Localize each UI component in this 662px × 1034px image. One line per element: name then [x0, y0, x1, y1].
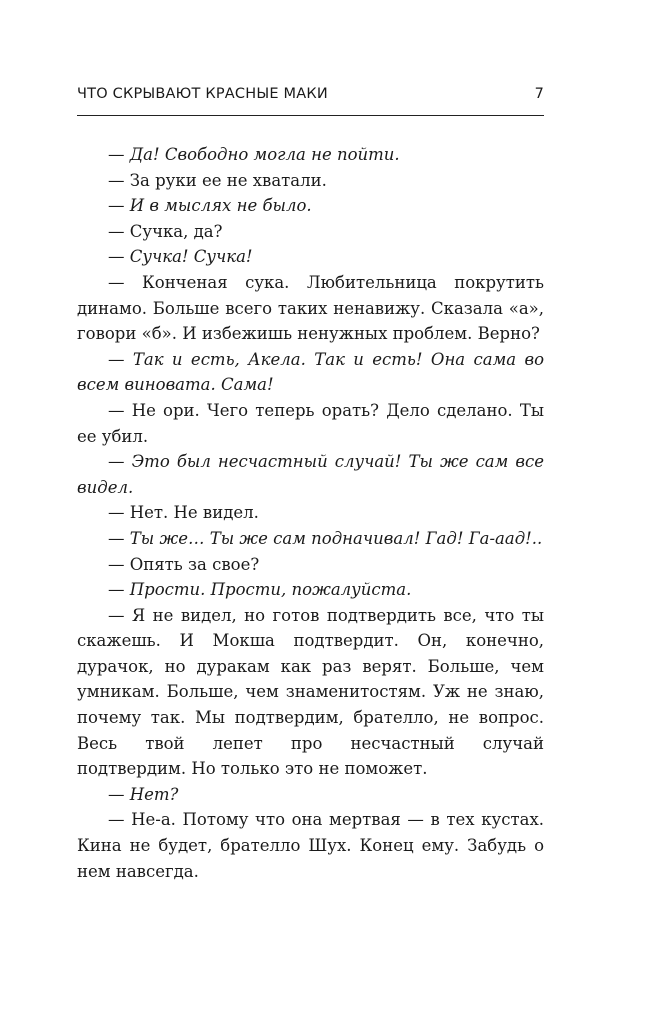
paragraph: — Не ори. Чего теперь орать? Дело сделано. Ты ее убил.	[77, 400, 544, 446]
paragraph-text: Нет?	[129, 784, 179, 804]
paragraph: — Это был несчастный случай! Ты же сам все видел.	[77, 452, 544, 497]
running-title: ЧТО СКРЫВАЮТ КРАСНЫЕ МАКИ	[77, 86, 328, 102]
paragraph: — Прости. Прости, пожалуйста.	[108, 580, 412, 600]
paragraph-text: И в мыслях не было.	[129, 196, 312, 216]
paragraph: — И в мыслях не было.	[108, 196, 312, 216]
paragraph-text: Я не видел, но готов подтвердить все, что ты скажешь. И Мокша подтвердит. Он, конечно, дурачок, но дуракам как раз верят. Больше, чем умникам. Больше, чем знаменитостям. Уж не знаю, почему так. Мы подтвердим, брателло, не вопрос. Весь твой лепет про несчастный случай подтвердим. Но только это не поможет.	[77, 605, 544, 779]
page-number: 7	[534, 86, 544, 102]
text-body	[77, 142, 544, 884]
running-header	[77, 86, 544, 102]
paragraph: — Нет?	[108, 784, 179, 804]
paragraph-text: Ты же… Ты же сам подначивал! Гад! Га-аад!..	[129, 528, 543, 548]
paragraph: — Конченая сука. Любительница покрутить динамо. Больше всего таких ненавижу. Сказала «а», говори «б». И избежишь ненужных проблем. Верно?	[77, 272, 544, 344]
header-rule	[77, 115, 544, 116]
paragraph: — Я не видел, но готов подтвердить все, что ты скажешь. И Мокша подтвердит. Он, конечно, дурачок, но дуракам как раз верят. Больше, чем умникам. Больше, чем знаменитостям. Уж не знаю, почему так. Мы подтвердим, брателло, не вопрос. Весь твой лепет про несчастный случай подтвердим. Но только это не поможет.	[77, 605, 544, 779]
paragraph-text: Это был несчастный случай! Ты же сам все видел.	[77, 452, 544, 497]
paragraph-text: Сучка, да?	[129, 221, 223, 241]
paragraph-text: Не ори. Чего теперь орать? Дело сделано. Ты ее убил.	[77, 400, 544, 446]
paragraph-text: Не-а. Потому что она мертвая — в тех кустах. Кина не будет, брателло Шух. Конец ему. Забудь о нем навсегда.	[77, 810, 544, 881]
paragraph-text: Сучка! Сучка!	[129, 247, 253, 267]
paragraph: — Опять за свое?	[108, 554, 260, 574]
paragraph: — Ты же… Ты же сам подначивал! Гад! Га-аад!..	[108, 528, 543, 548]
paragraph-text: Конченая сука. Любительница покрутить динамо. Больше всего таких ненавижу. Сказала «а», говори «б». И избежишь ненужных проблем. Верно?	[77, 272, 544, 344]
paragraph-text: Нет. Не видел.	[129, 503, 259, 523]
paragraph-text: Так и есть, Акела. Так и есть! Она сама во всем виновата. Сама!	[77, 349, 545, 395]
paragraph-text: Да! Свободно могла не пойти.	[129, 145, 400, 164]
paragraph: — Нет. Не видел.	[108, 503, 259, 523]
paragraph: — Сучка, да?	[108, 221, 223, 241]
paragraph: — Сучка! Сучка!	[108, 247, 253, 267]
paragraph-text: Опять за свое?	[129, 554, 260, 574]
paragraph: — За руки ее не хватали.	[108, 170, 327, 190]
paragraph-text: Прости. Прости, пожалуйста.	[129, 580, 412, 600]
paragraph: — Да! Свободно могла не пойти.	[108, 145, 400, 164]
paragraph-text: За руки ее не хватали.	[129, 170, 327, 190]
paragraph: — Не-а. Потому что она мертвая — в тех кустах. Кина не будет, брателло Шух. Конец ему. Забудь о нем навсегда.	[77, 810, 544, 881]
paragraph: — Так и есть, Акела. Так и есть! Она сама во всем виновата. Сама!	[77, 349, 545, 395]
